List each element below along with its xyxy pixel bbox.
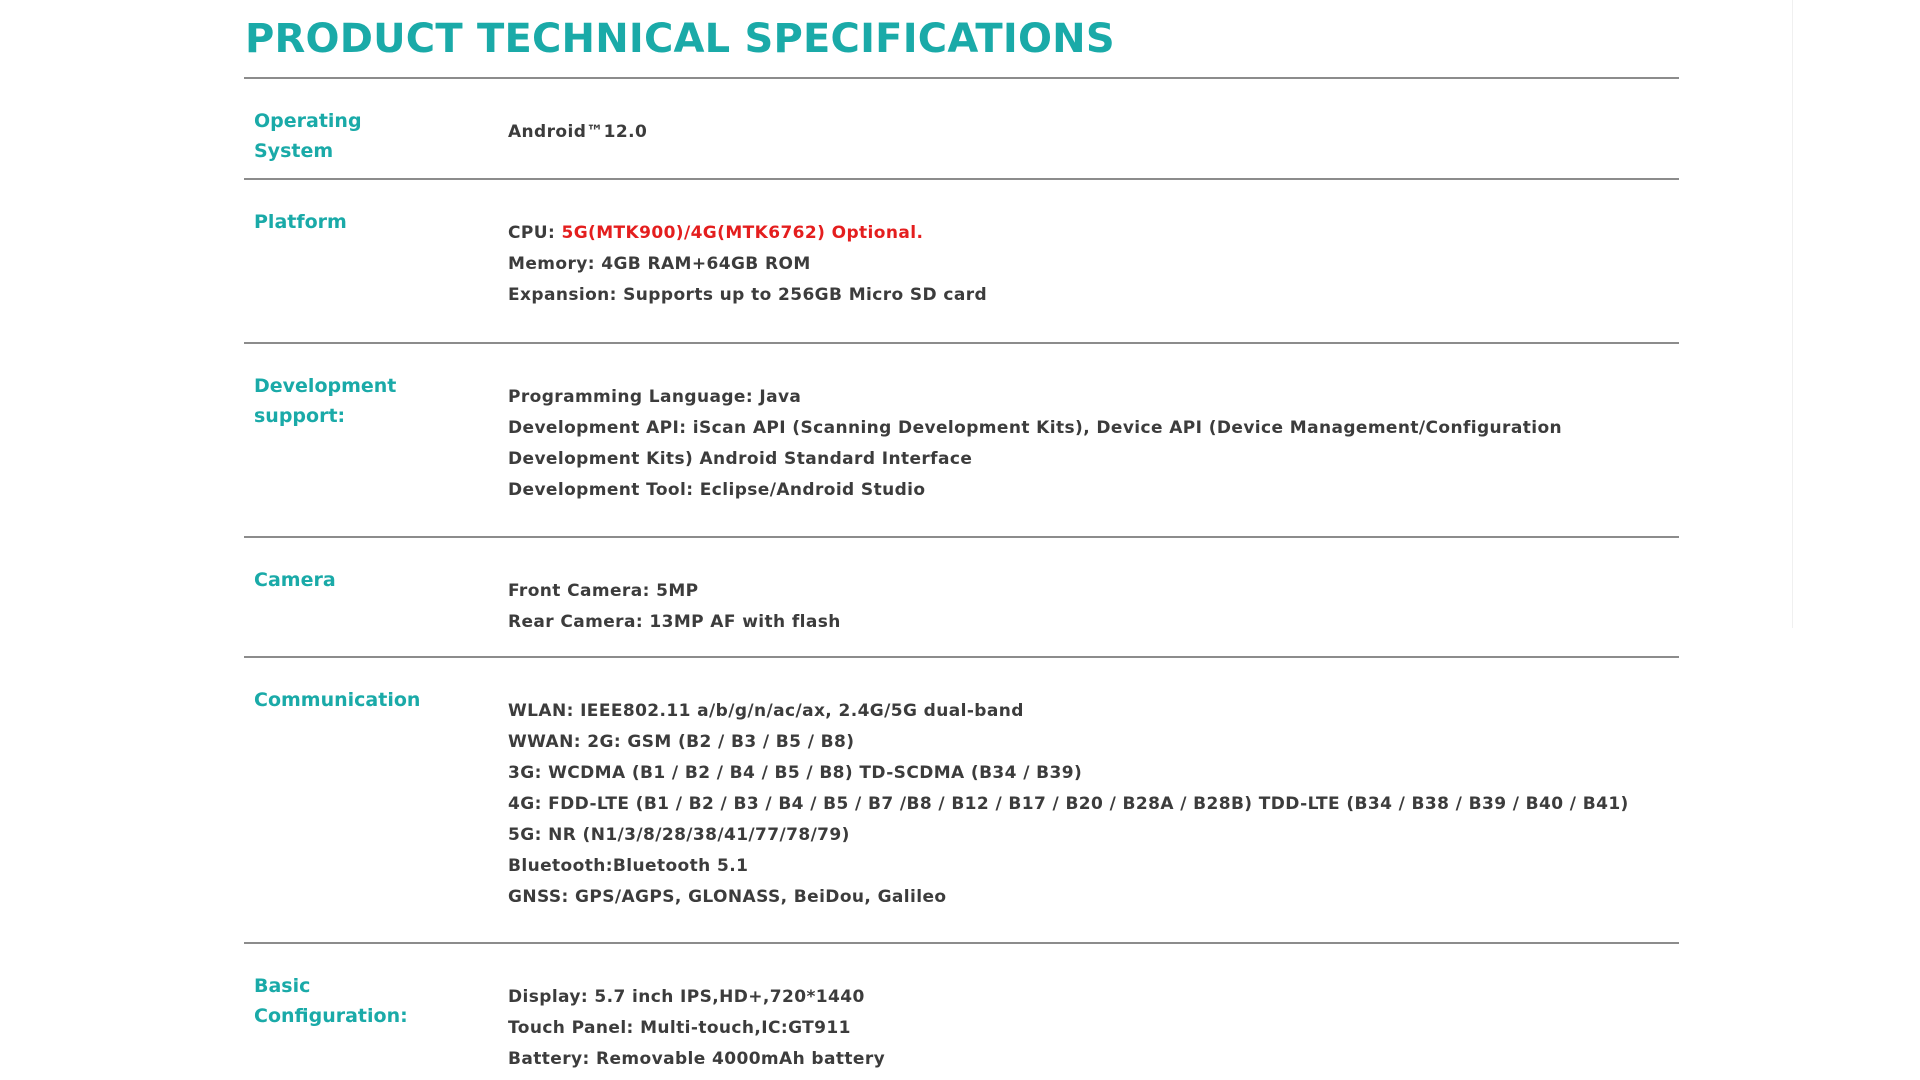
spec-label-development-support: Development support:: [254, 375, 397, 427]
spec-label-communication: Communication: [254, 689, 421, 711]
spec-line: Front Camera: 5MP: [508, 581, 699, 601]
spec-line: Expansion: Supports up to 256GB Micro SD card: [508, 285, 988, 305]
spec-label-platform: Platform: [254, 211, 347, 233]
spec-line: Android™12.0: [508, 122, 648, 142]
spec-line: Rear Camera: 13MP AF with flash: [508, 612, 841, 632]
spec-line: 4G: FDD-LTE (B1 / B2 / B3 / B4 / B5 / B7 /B8 / B12 / B17 / B20 / B28A / B28B) TDD-LTE (B34 / B38 / B39 / B40 / B41): [508, 794, 1629, 814]
spec-line: WWAN: 2G: GSM (B2 / B3 / B5 / B8): [508, 732, 855, 752]
spec-line: Development Kits) Android Standard Interface: [508, 449, 973, 469]
spec-line: Battery: Removable 4000mAh battery: [508, 1049, 886, 1069]
spec-line: Programming Language: Java: [508, 387, 802, 407]
spec-values-camera: [508, 576, 841, 638]
spec-line: Memory: 4GB RAM+64GB ROM: [508, 254, 811, 274]
page-title: PRODUCT TECHNICAL SPECIFICATIONS: [245, 16, 1115, 62]
spec-line: Bluetooth:Bluetooth 5.1: [508, 856, 749, 876]
spec-line: Display: 5.7 inch IPS,HD+,720*1440: [508, 987, 865, 1007]
spec-row-communication: [244, 656, 1679, 942]
spec-line: WLAN: IEEE802.11 a/b/g/n/ac/ax, 2.4G/5G dual-band: [508, 701, 1024, 721]
spec-values-basic-configuration: [508, 982, 885, 1075]
spec-line: 3G: WCDMA (B1 / B2 / B4 / B5 / B8) TD-SCDMA (B34 / B39): [508, 763, 1083, 783]
spec-row-basic-configuration: [244, 942, 1679, 1080]
spec-values-communication: [508, 696, 1629, 913]
spec-line: GNSS: GPS/AGPS, GLONASS, BeiDou, Galileo: [508, 887, 947, 907]
spec-values-platform: [508, 218, 987, 311]
spec-row-operating-system: [244, 77, 1679, 178]
spec-row-development-support: [244, 342, 1679, 536]
spec-row-platform: [244, 178, 1679, 342]
spec-line: 5G: NR (N1/3/8/28/38/41/77/78/79): [508, 825, 850, 845]
spec-table: [244, 77, 1679, 1080]
cpu-highlight-value: 5G(MTK900)/4G(MTK6762) Optional.: [561, 223, 924, 243]
spec-label-camera: Camera: [254, 569, 336, 591]
spec-values-development-support: [508, 382, 1562, 506]
spec-label-basic-configuration: Basic Configuration:: [254, 975, 408, 1027]
spec-line: Development API: iScan API (Scanning Development Kits), Device API (Device Management/Configuration: [508, 418, 1563, 438]
spec-values-operating-system: [508, 117, 647, 148]
cpu-prefix: CPU:: [508, 223, 562, 243]
spec-line: Development Tool: Eclipse/Android Studio: [508, 480, 926, 500]
spec-label-operating-system: Operating System: [254, 110, 362, 162]
spec-line-cpu: [508, 218, 987, 249]
spec-line: Touch Panel: Multi-touch,IC:GT911: [508, 1018, 851, 1038]
page-edge-divider: [1792, 0, 1793, 628]
spec-row-camera: [244, 536, 1679, 656]
